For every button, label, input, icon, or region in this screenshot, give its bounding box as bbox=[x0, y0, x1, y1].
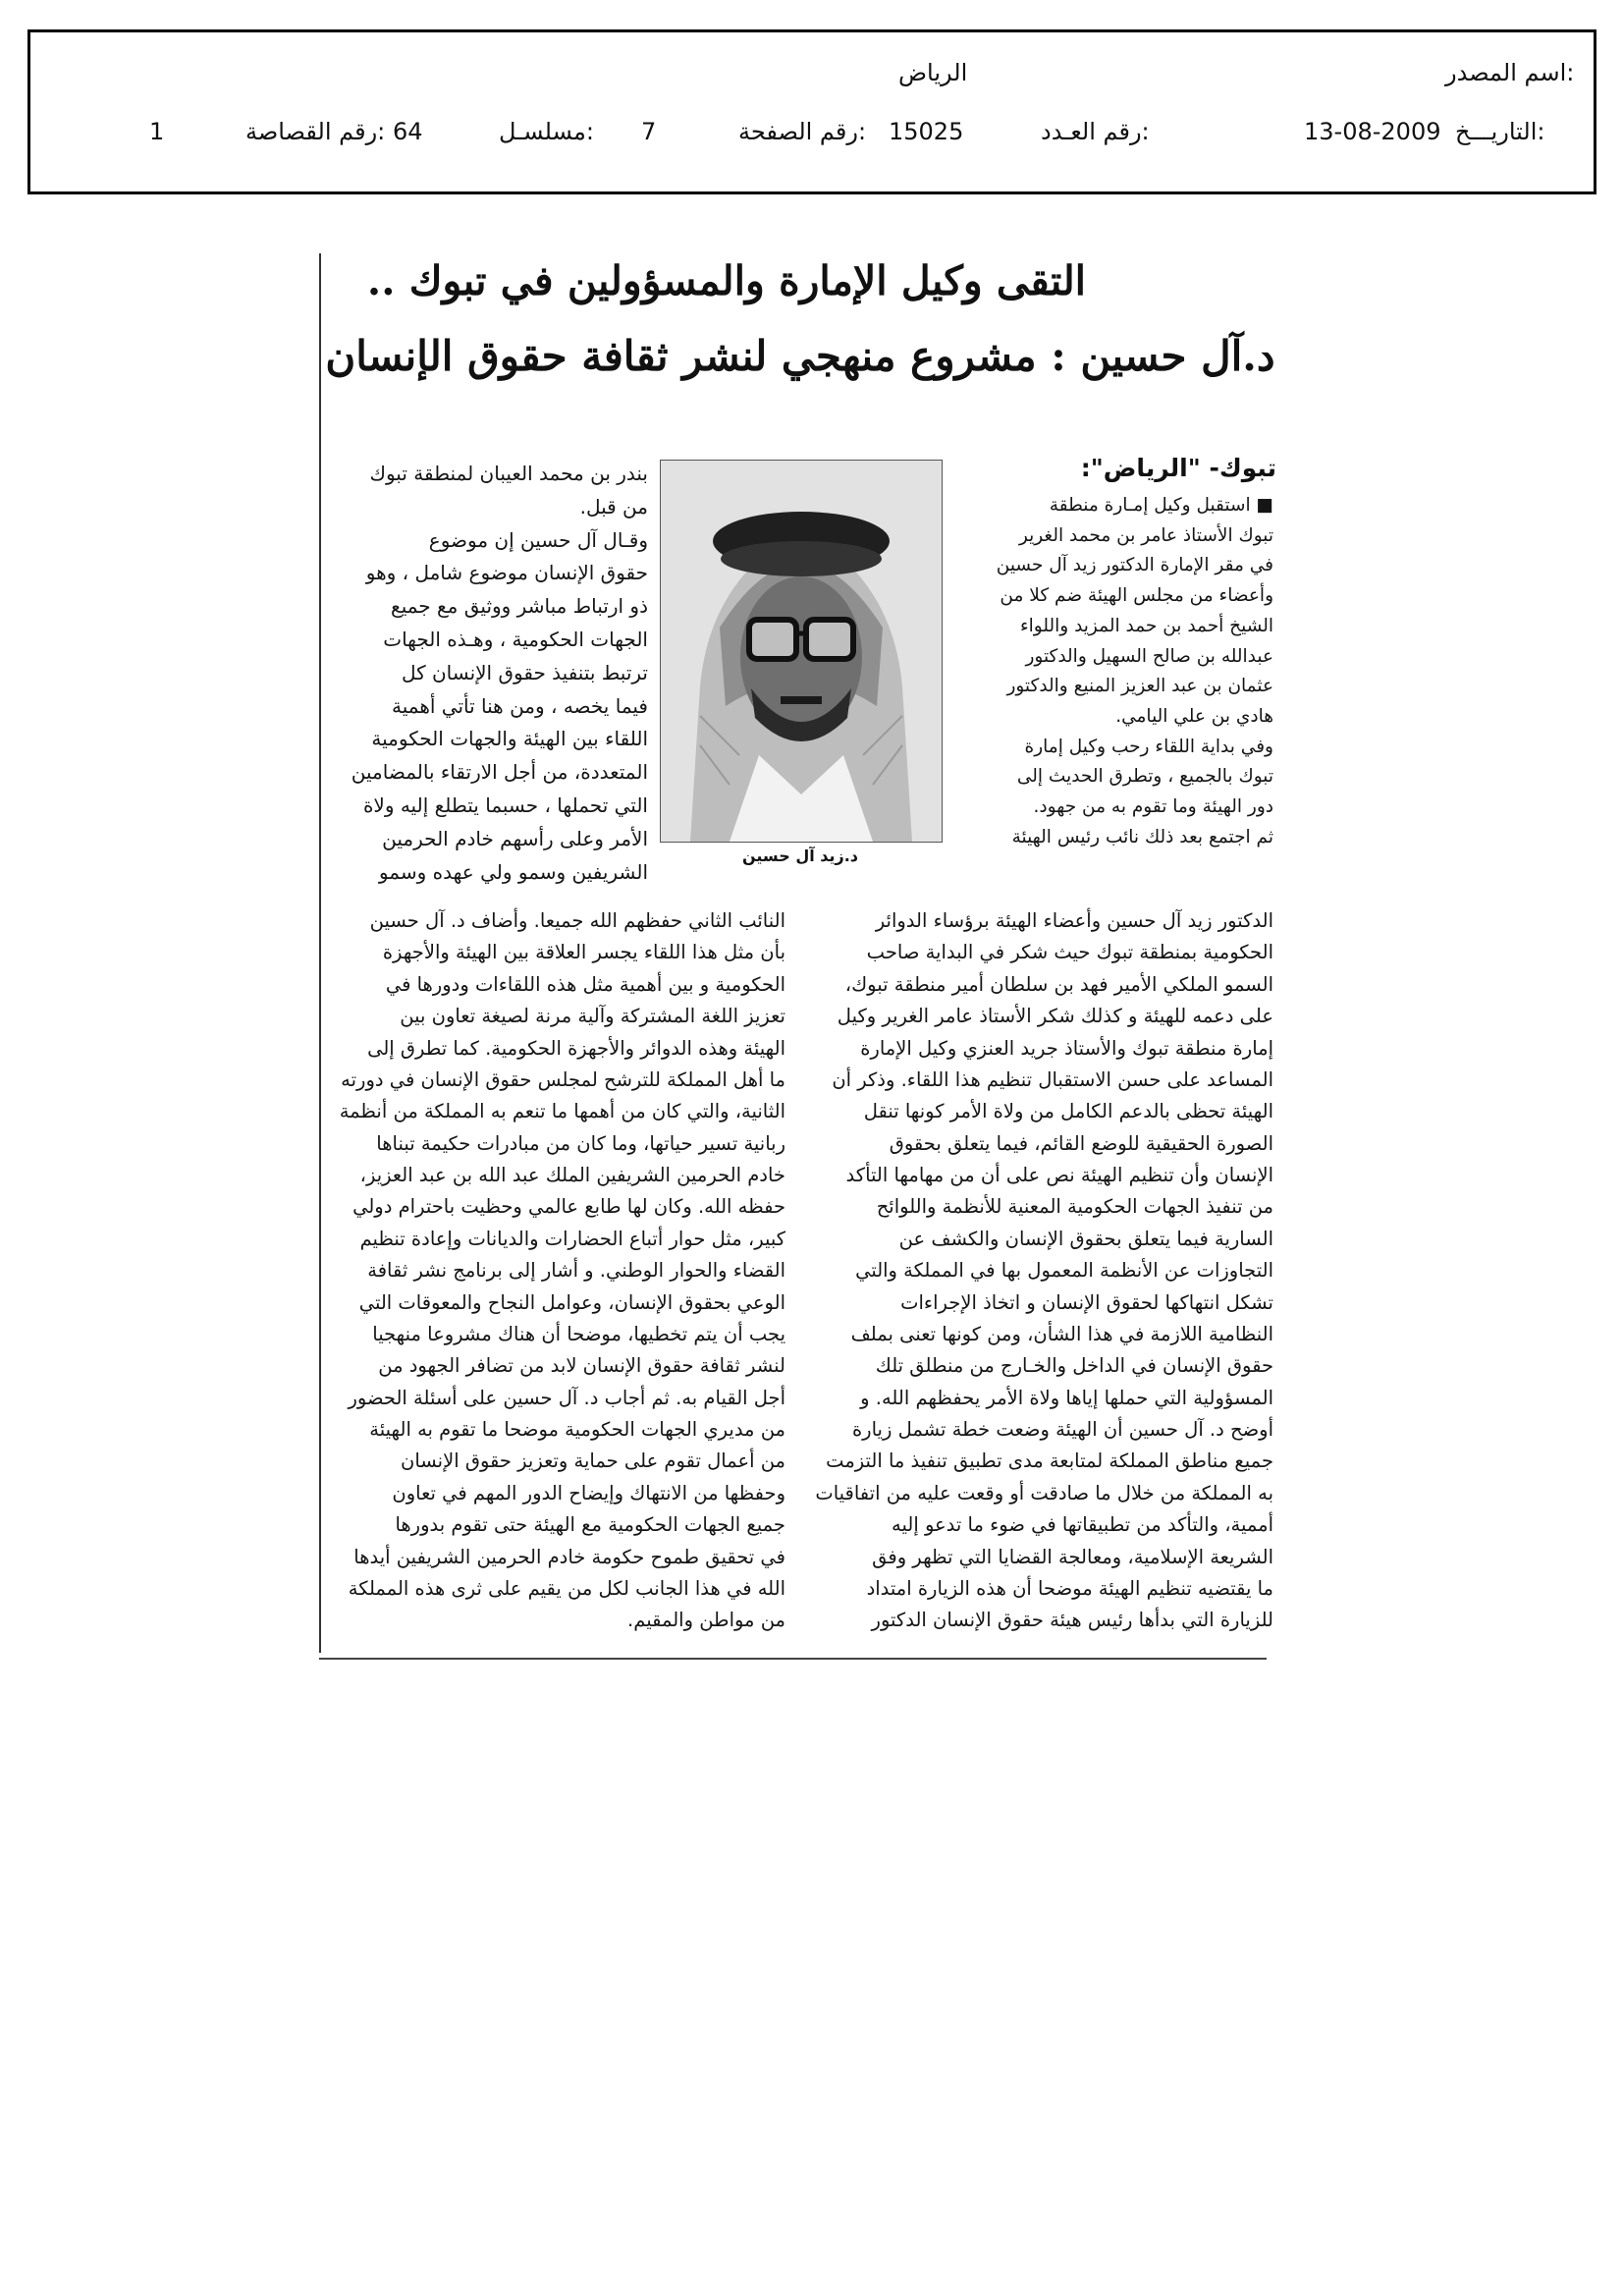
date-label: التاريـــخ: bbox=[1455, 118, 1545, 145]
date-value: 13-08-2009 bbox=[1304, 118, 1441, 145]
serial-value: 64 bbox=[393, 118, 423, 145]
source-label: اسم المصدر: bbox=[1445, 59, 1575, 86]
column-left-top: بندر بن محمد العيبان لمنطقة تبوك من قبل. وقـال آل حسين إن موضوع حقوق الإنسان موضوع شامل ، وهو ذو ارتباط مباشر ووثيق مع جميع الجهات الحكومية ، وهـذه الجهات ترتبط بتنفيذ حقوق الإنسان كل فيما يخصه ، ومن هنا تأتي أهمية اللقاء بين الهيئة والجهات الحكومية المتعددة، من أجل الارتقاء بالمضامين التي تحملها ، حسبما يتطلع إليه ولاة الأمر وعلى رأسهم خادم الحرمين الشريفين وسمو ولي عهده وسمو bbox=[351, 462, 648, 884]
page-label: رقم الصفحة: bbox=[738, 118, 867, 145]
article-kicker: التقى وكيل الإمارة والمسؤولين في تبوك .. bbox=[366, 257, 1087, 304]
portrait-photo bbox=[660, 460, 943, 843]
clipping-header-box bbox=[27, 29, 1596, 194]
issue-label: رقم العـدد: bbox=[1041, 118, 1150, 145]
clipping-value: 1 bbox=[149, 118, 165, 145]
clipping-label: رقم القصاصة: bbox=[245, 118, 386, 145]
photo-caption: د.زيد آل حسين bbox=[742, 847, 858, 865]
issue-value: 15025 bbox=[889, 118, 964, 145]
column-right-bottom: الدكتور زيد آل حسين وأعضاء الهيئة برؤساء الدوائر الحكومية بمنطقة تبوك حيث شكر في البداية صاحب السمو الملكي الأمير فهد بن سلطان أمير منطقة تبوك، على دعمه للهيئة و كذلك شكر الأستاذ عامر الغرير وكيل إمارة منطقة تبوك والأستاذ جريد العنزي وكيل الإمارة المساعد على حسن الاستقبال تنظيم هذا اللقاء. وذكر أن الهيئة تحظى بالدعم الكامل من ولاة الأمر كونها تنقل الصورة الحقيقية للوضع القائم، فيما يتعلق بحقوق الإنسان وأن تنظيم الهيئة نص على أن من مهامها التأكد من تنفيذ الجهات الحكومية المعنية للأنظمة واللوائح السارية فيما يتعلق بحقوق الإنسان والكشف عن التجاوزات عن الأنظمة المعمول بها في المملكة والتي تشكل انتهاكها لحقوق الإنسان و اتخاذ الإجراءات النظامية اللازمة في هذا الشأن، ومن كونها تعنى بملف حقوق الإنسان في الداخل والخـارج من منطلق تلك المسؤولية التي حملها إياها ولاة الأمر يحفظهم الله. و أوضح د. آل حسين أن الهيئة وضعت خطة تشمل زيارة جميع مناطق المملكة لمتابعة مدى تطبيق تنفيذ ما التزمت به المملكة من خلال ما صادقت أو وقعت عليه من اتفاقيات أممية، والتأكد من تطبيقاتها في ضوء ما تدعو إليه الشريعة الإسلامية، ومعالجة القضايا التي تظهر وفق ما يقتضيه تنظيم الهيئة موضحا أن هذه الزيارة امتداد للزيارة التي بدأها رئيس هيئة حقوق الإنسان الدكتور bbox=[815, 909, 1273, 1632]
article-headline: د.آل حسين : مشروع منهجي لنشر ثقافة حقوق الإنسان bbox=[325, 332, 1275, 380]
page-value: 7 bbox=[641, 118, 657, 145]
serial-label: مسلسـل: bbox=[499, 118, 594, 145]
column-left-bottom: النائب الثاني حفظهم الله جميعا. وأضاف د. آل حسين بأن مثل هذا اللقاء يجسر العلاقة بين الهيئة والأجهزة الحكومية و بين أهمية مثل هذه اللقاءات ودورها في تعزيز اللغة المشتركة وآلية مرنة لصيغة تعاون بين الهيئة وهذه الدوائر والأجهزة الحكومية. كما تطرق إلى ما أهل المملكة للترشح لمجلس حقوق الإنسان في دورته الثانية، والتي كان من أهمها ما تنعم به المملكة من أنظمة ربانية تسير حياتها، وما كان من مبادرات حكيمة تبناها خادم الحرمين الشريفين الملك عبد الله بن عبد العزيز، حفظه الله. وكان لها طابع عالمي وحظيت باحترام دولي كبير، مثل حوار أتباع الحضارات والديانات وإعادة تنظيم القضاء والحوار الوطني. و أشار إلى برنامج نشر ثقافة الوعي بحقوق الإنسان، وعوامل النجاح والمعوقات التي يجب أن يتم تخطيها، موضحا أن هناك مشروعا منهجيا لنشر ثقافة حقوق الإنسان لابد من تضافر الجهود من أجل القيام به. ثم أجاب د. آل حسين على أسئلة الحضور من مديري الجهات الحكومية موضحا ما تقوم به الهيئة من أعمال تقوم على حماية وتعزيز حقوق الإنسان وحفظها من الانتهاك وإيضاح الدور المهم في تعاون جميع الجهات الحكومية مع الهيئة حتى تقوم بدورها في تحقيق طموح حكومة خادم الحرمين الشريفين أيدها الله في هذا الجانب لكل من يقيم على ثرى هذه المملكة من مواطن والمقيم. bbox=[339, 909, 785, 1632]
source-value: الرياض bbox=[898, 59, 968, 86]
article-bottom-rule bbox=[319, 1658, 1267, 1660]
column-right-top: ■ استقبل وكيل إمـارة منطقة تبوك الأستاذ عامر بن محمد الغرير في مقر الإمارة الدكتور زيد آل حسين وأعضاء من مجلس الهيئة ضم كلا من الشيخ أحمد بن حمد المزيد واللواء عبدالله بن صالح السهيل والدكتور عثمان بن عبد العزيز المنيع والدكتور هادي بن علي اليامي. وفي بداية اللقاء رحب وكيل إمارة تبوك بالجميع ، وتطرق الحديث إلى دور الهيئة وما تقوم به من جهود. ثم اجتمع بعد ذلك نائب رئيس الهيئة bbox=[996, 495, 1273, 847]
article-byline: تبوك- "الرياض": bbox=[1080, 454, 1276, 482]
column-rule bbox=[319, 253, 321, 1653]
